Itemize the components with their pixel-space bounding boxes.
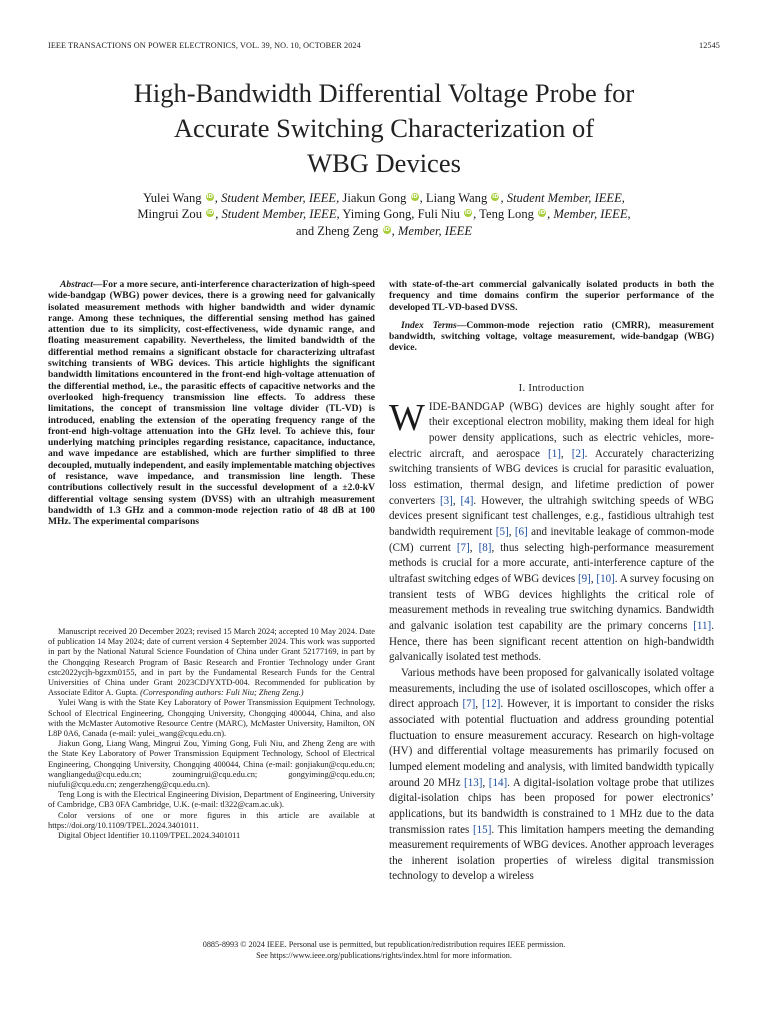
paragraph-text: ,: [482, 776, 489, 789]
left-column: [48, 279, 375, 528]
copyright-footer: [0, 939, 768, 961]
citation-link[interactable]: [6]: [514, 526, 528, 539]
footnote-affiliation: Yulei Wang is with the State Key Laboratory of Power Transmission Equipment Technology, School of Electrical Engineering, Chongqing University, Chongqing 400044, China, and also with the McMaster Automotive Resource Centre (MARC), McMaster University, Hamilton, ON L8P 0A6, Canada (e-mail: yulei_wang@cqu.edu.cn).: [48, 698, 375, 739]
citation-link[interactable]: [15]: [472, 823, 492, 836]
author-line: [60, 206, 708, 222]
author-separator: ,: [473, 207, 477, 222]
paragraph-text: . However, it is important to consider the risks associated with potential fluctuation and address grounding potential fluctuation to ensure measurement accuracy. Research on high-voltage (HV) and differential voltage measurements has primarily focused on lumped element modeling and analysis, with limited bandwidth typically around 20 MHz: [389, 698, 714, 789]
abstract-continued: with state-of-the-art commercial galvanically isolated products in both the frequency and time domains confirm the superior performance of the developed TL-VD-based DVSS.: [389, 279, 714, 313]
orcid-icon[interactable]: iD: [464, 210, 472, 217]
paragraph-text: ,: [590, 573, 597, 585]
citation-link[interactable]: [8]: [478, 541, 492, 554]
corresponding-authors: (Corresponding authors: Fuli Niu; Zheng Zeng.): [140, 688, 304, 698]
index-terms-label: Index Terms: [401, 319, 457, 331]
paragraph-text: Various methods have been proposed for galvanically isolated voltage measurements, including the use of isolated oscilloscopes, which offer a direct approach: [389, 666, 714, 711]
index-terms-dash: —: [456, 319, 467, 331]
citation-link[interactable]: [2]: [571, 447, 585, 460]
orcid-icon[interactable]: iD: [538, 210, 546, 217]
author-role: , Student Member, IEEE,: [500, 191, 625, 205]
citation-link[interactable]: [3]: [439, 494, 453, 507]
author-name: Mingrui Zou: [137, 207, 203, 222]
footnotes: [48, 627, 375, 841]
paper-title: [40, 76, 728, 181]
title-line: WBG Devices: [307, 148, 461, 178]
footnote-affiliation: Teng Long is with the Electrical Engineering Division, Department of Engineering, University of Cambridge, CB3 0FA Cambridge, U.K. (e-mail: tl322@cam.ac.uk).: [48, 790, 375, 810]
author-name: Yiming Gong, Fuli Niu: [339, 207, 460, 222]
citation-link[interactable]: [12]: [482, 698, 501, 711]
paragraph-text: . Accurately characterizing switching transients of WBG devices is crucial for parasitic evaluation, loss estimation, thermal design, and lifetime prediction of power converters: [389, 447, 715, 507]
paragraph-text: . This limitation hampers meeting the demanding measurement requirements of WBG devices. Another approach leverages the inherent isolation properties of wireless digital transmission technology to develop a wireless: [389, 823, 714, 883]
section-heading: I. Introduction: [518, 382, 585, 394]
citation-link[interactable]: [14]: [488, 776, 508, 789]
right-column: [389, 279, 714, 885]
footnote-text: Manuscript received 20 December 2023; revised 15 March 2024; accepted 10 May 2024. Date of publication 14 May 2024; date of current version 4 September 2024. This work was supported in part by the National Natural Science Foundation of China under Grant 52177169, in part by the Chongqing Research Program of Basic Research and Frontier Technology under Grant cstc2022ycjh-bgzxm0155, and in part by the Fundamental Research Funds for the Central Universities of China under Grant 2023CDJYXTD-004. Recommended for publication by Associate Editor A. Gupta.: [48, 627, 375, 698]
paragraph: [389, 396, 715, 666]
orcid-icon[interactable]: iD: [492, 194, 499, 200]
citation-link[interactable]: [7]: [462, 698, 476, 711]
author-name: Liang Wang: [422, 191, 488, 205]
abstract-dash: —: [92, 279, 103, 290]
orcid-icon[interactable]: iD: [206, 210, 214, 217]
rights-line: See https://www.ieee.org/publications/rights/index.html for more information.: [256, 951, 512, 960]
author-role: , Member, IEEE,: [547, 207, 631, 222]
paragraph-text: ,: [469, 541, 479, 554]
author-name: Yulei Wang: [143, 191, 202, 205]
author-list: [60, 190, 708, 239]
author-separator: ,: [419, 191, 423, 205]
citation-link[interactable]: [10]: [596, 573, 615, 585]
author-role: , Member, IEEE: [391, 223, 473, 238]
orcid-icon[interactable]: iD: [411, 194, 418, 200]
paragraph-text: . Hence, there has been significant recent attention on high-bandwidth galvanically isolated test methods.: [389, 619, 714, 664]
footnote-affiliation: Jiakun Gong, Liang Wang, Mingrui Zou, Yiming Gong, Fuli Niu, and Zheng Zeng are with the State Key Laboratory of Power Transmission Equipment Technology, School of Electrical Engineering, Chongqing University, Chongqing 400044, China (e-mail: gonjiakun@cqu.edu.cn; wangliangedu@cqu.edu.cn; zoumingrui@cqu.edu.cn; gongyiming@cqu.edu.cn; niufuli@cqu.edu.cn; zengerzheng@cqu.edu.cn).: [48, 739, 375, 790]
index-terms-text: Common-mode rejection ratio (CMRR), measurement bandwidth, switching voltage, voltage measurement, wide-bandgap (WBG) device.: [389, 319, 714, 354]
author-name: Jiakun Gong: [339, 191, 407, 205]
title-line: Accurate Switching Characterization of: [173, 113, 595, 143]
author-line: [60, 190, 708, 206]
paragraph: [389, 666, 714, 885]
paragraph-text: IDE-BANDGAP (WBG) devices are highly sought after for their exceptional electron mobility, making them ideal for high power density applications, such as electric vehicles, more-electric aircraft, and aerospace: [389, 400, 714, 460]
orcid-icon[interactable]: iD: [383, 226, 390, 233]
index-terms: [389, 320, 714, 354]
author-role: , Student Member, IEEE,: [215, 207, 340, 222]
paragraph-text: , thus selecting high-performance measurement methods is crucial for a more accurate, anti-interference capture of the ultrafast switching edges of WBG devices: [389, 541, 714, 585]
introduction-body: [389, 396, 715, 885]
citation-link[interactable]: [13]: [464, 776, 483, 789]
citation-link[interactable]: [5]: [495, 526, 509, 539]
author-name: and Zheng Zeng: [295, 223, 379, 238]
citation-link[interactable]: [7]: [456, 541, 470, 554]
paragraph-text: and inevitable leakage of common-mode (CM) current: [389, 526, 714, 554]
paragraph-text: . A digital-isolation voltage probe that utilizes digital-isolation chips has been proposed for power electronics’ applications, but its bandwidth is constrained to 1 MHz due to the data transmission rates: [389, 776, 715, 836]
copyright-line: 0885-8993 © 2024 IEEE. Personal use is permitted, but republication/redistribution requires IEEE permission.: [202, 940, 566, 949]
paragraph-text: . However, the ultrahigh switching speeds of WBG devices present significant test challenges, e.g., fastidious ultrahigh test bandwidth requirement: [389, 494, 714, 539]
paragraph-text: ,: [508, 526, 515, 539]
paragraph-text: ,: [452, 494, 461, 507]
author-line: [60, 223, 708, 239]
page-number: 12545: [699, 41, 720, 50]
paragraph-text: . A survey focusing on transient tests of WBG devices highlights the critical role of measurement methods in revealing true switching dynamics. Bandwidth and galvanic isolation test capability are the primary concerns: [389, 573, 715, 632]
journal-header: IEEE TRANSACTIONS ON POWER ELECTRONICS, VOL. 39, NO. 10, OCTOBER 2024: [48, 41, 361, 50]
footnote-received: [48, 627, 375, 698]
abstract: [48, 279, 375, 528]
author-role: , Student Member, IEEE,: [214, 191, 340, 205]
abstract-label: Abstract: [60, 279, 93, 290]
paragraph-text: ,: [475, 698, 482, 711]
author-name: Teng Long: [476, 207, 534, 222]
paragraph-text: ,: [560, 447, 572, 460]
drop-cap: W: [389, 396, 425, 439]
title-line: High-Bandwidth Differential Voltage Probe for: [133, 78, 635, 108]
footnote-color: Color versions of one or more figures in this article are available at https://doi.org/10.1109/TPEL.2024.3401011.: [48, 810, 375, 830]
citation-link[interactable]: [4]: [460, 494, 474, 507]
citation-link[interactable]: [9]: [577, 573, 591, 585]
citation-link[interactable]: [11]: [693, 619, 712, 632]
citation-link[interactable]: [1]: [548, 447, 561, 460]
running-header: [48, 41, 720, 53]
orcid-icon[interactable]: iD: [206, 194, 213, 200]
footnote-doi: Digital Object Identifier 10.1109/TPEL.2024.3401011: [58, 831, 241, 841]
abstract-text: For a more secure, anti-interference characterization of high-speed wide-bandgap (WBG) power devices, there is a growing need for galvanically isolated measurement methods with higher bandwidth and wider dynamic range. Among these techniques, the differential sensing method has gained attention due to its simplicity, cost-effectiveness, wide dynamic range, and floating measurement capability. Nevertheless, the limited bandwidth of the differential method remains a significant obstacle for characterizing ultrafast switching transients of WBG devices. This article highlights the significant bandwidth limitations encountered in the front-end high-voltage attenuation of the differential method, i.e., the parasitic effects of capacitive networks and the overlooked high-frequency transmission line effects. To address these limitations, the concept of transmission line voltage divider (TL-VD) is introduced, enabling the extension of the operating frequency range of the front-end high-voltage attenuation into the GHz level. To achieve this, four underlying matching principles regarding resistance, capacitance, inductance, and wave impedance are established, which are further simplified to three decoupled, mutually independent, and easily implementable matching objectives of resistance, wave impedance, and transmission line length. These contributions collectively result in the successful development of a ±2.0-kV differential voltage sensing system (DVSS) with an ultrahigh measurement bandwidth of 1.3 GHz and a common-mode rejection ratio of 48 dB at 100 MHz. The experimental comparisons: [48, 279, 375, 528]
